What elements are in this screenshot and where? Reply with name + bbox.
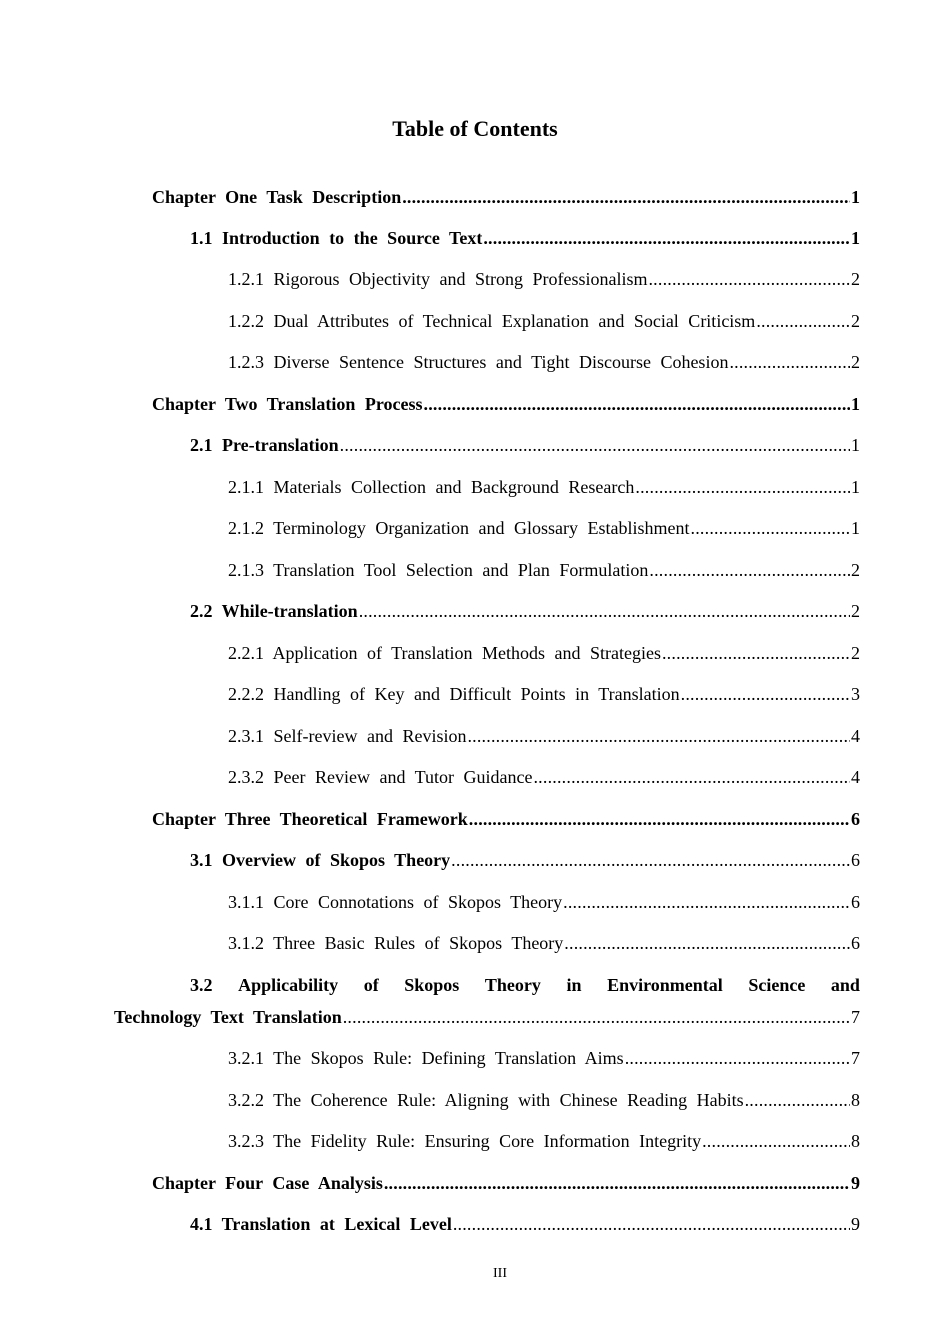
toc-entry-title: Chapter Two Translation Process bbox=[152, 394, 423, 414]
dot-leader bbox=[469, 808, 850, 830]
dot-leader bbox=[681, 683, 850, 705]
toc-entry[interactable] bbox=[228, 310, 860, 332]
toc-entry[interactable] bbox=[228, 766, 860, 788]
toc-entry[interactable] bbox=[228, 517, 860, 539]
toc-entry-title: 2.2 While-translation bbox=[190, 601, 358, 621]
toc-entry-page-number: 6 bbox=[851, 809, 860, 829]
heading-word: Environmental bbox=[607, 975, 723, 995]
toc-entry-page-number: 6 bbox=[851, 850, 860, 870]
dot-leader bbox=[340, 434, 850, 456]
toc-entry-title: 2.1.1 Materials Collection and Background Research bbox=[228, 477, 635, 497]
dot-leader bbox=[648, 268, 850, 290]
dot-leader bbox=[649, 559, 850, 581]
dot-leader bbox=[729, 351, 850, 373]
dot-leader bbox=[467, 725, 850, 747]
toc-entry-title: 3.2.3 The Fidelity Rule: Ensuring Core Information Integrity bbox=[228, 1131, 702, 1151]
toc-entry-title: 2.3.2 Peer Review and Tutor Guidance bbox=[228, 767, 533, 787]
toc-entry-page-number: 9 bbox=[851, 1214, 860, 1234]
dot-leader bbox=[745, 1089, 850, 1111]
toc-entry-page-number: 1 bbox=[851, 477, 860, 497]
dot-leader bbox=[564, 932, 850, 954]
toc-entry-page-number: 2 bbox=[851, 311, 860, 331]
toc-entry-title: 2.1.2 Terminology Organization and Glossary Establishment bbox=[228, 518, 690, 538]
toc-entry-page-number: 4 bbox=[851, 767, 860, 787]
toc-entry-title: 3.2.2 The Coherence Rule: Aligning with Chinese Reading Habits bbox=[228, 1090, 744, 1110]
heading-word: 3.2 bbox=[190, 975, 213, 995]
toc-entry-title: Chapter Four Case Analysis bbox=[152, 1173, 383, 1193]
toc-entry-page-number: 1 bbox=[851, 435, 860, 455]
toc-entry-title: 3.1.2 Three Basic Rules of Skopos Theory bbox=[228, 933, 564, 953]
toc-entry-title: Technology Text Translation bbox=[114, 1007, 342, 1027]
toc-entry-title: 1.2.1 Rigorous Objectivity and Strong Professionalism bbox=[228, 269, 648, 289]
toc-entry-page-number: 2 bbox=[851, 643, 860, 663]
page-number: III bbox=[493, 1266, 507, 1281]
dot-leader bbox=[359, 600, 850, 622]
toc-entry-title: Chapter Three Theoretical Framework bbox=[152, 809, 468, 829]
toc-entry[interactable] bbox=[190, 600, 860, 622]
toc-entry-page-number: 1 bbox=[851, 187, 860, 207]
toc-entry[interactable] bbox=[228, 559, 860, 581]
heading-word: Theory bbox=[484, 975, 541, 995]
toc-entry[interactable] bbox=[228, 476, 860, 498]
heading-word: in bbox=[566, 975, 582, 995]
toc-entry-title: Chapter One Task Description bbox=[152, 187, 402, 207]
toc-entry-page-number: 2 bbox=[851, 601, 860, 621]
dot-leader bbox=[662, 642, 850, 664]
toc-entry-page-number: 1 bbox=[851, 518, 860, 538]
toc-entry[interactable] bbox=[152, 186, 860, 208]
dot-leader bbox=[635, 476, 850, 498]
dot-leader bbox=[756, 310, 850, 332]
toc-entry[interactable] bbox=[152, 1172, 860, 1194]
dot-leader bbox=[691, 517, 850, 539]
heading-word: of bbox=[363, 975, 379, 995]
toc-entry[interactable] bbox=[190, 1213, 860, 1235]
toc-entry-title: 4.1 Translation at Lexical Level bbox=[190, 1214, 452, 1234]
dot-leader bbox=[451, 849, 850, 871]
toc-entry[interactable] bbox=[190, 434, 860, 456]
toc-entry-page-number: 4 bbox=[851, 726, 860, 746]
dot-leader bbox=[402, 186, 850, 208]
dot-leader bbox=[453, 1213, 850, 1235]
toc-entry-title: 3.1 Overview of Skopos Theory bbox=[190, 850, 451, 870]
toc-entry-page-number: 1 bbox=[851, 394, 860, 414]
toc-entry[interactable] bbox=[228, 1089, 860, 1111]
toc-entry-page-number: 2 bbox=[851, 352, 860, 372]
heading-word: Skopos bbox=[404, 975, 460, 995]
toc-entry[interactable] bbox=[228, 268, 860, 290]
heading-word: Applicability bbox=[238, 975, 339, 995]
toc-entry-page-number: 8 bbox=[851, 1090, 860, 1110]
toc-entry-page-number: 2 bbox=[851, 269, 860, 289]
toc-entry[interactable] bbox=[190, 227, 860, 249]
toc-entry[interactable] bbox=[228, 351, 860, 373]
toc-entry[interactable] bbox=[228, 891, 860, 913]
toc-entry-title: 3.1.1 Core Connotations of Skopos Theory bbox=[228, 892, 563, 912]
dot-leader bbox=[483, 227, 850, 249]
toc-entry[interactable] bbox=[228, 1047, 860, 1069]
toc-entry-title: 2.1 Pre-translation bbox=[190, 435, 339, 455]
toc-entry-page-number: 6 bbox=[851, 933, 860, 953]
toc-entry-3-2-first-line[interactable] bbox=[190, 974, 860, 996]
toc-entry[interactable] bbox=[190, 849, 860, 871]
toc-entry[interactable] bbox=[152, 808, 860, 830]
toc-entry-title: 2.2.1 Application of Translation Methods and Strategies bbox=[228, 643, 661, 663]
toc-entry-page-number: 6 bbox=[851, 892, 860, 912]
toc-entry[interactable] bbox=[114, 1006, 860, 1028]
page-title: Table of Contents bbox=[392, 116, 558, 141]
dot-leader bbox=[625, 1047, 850, 1069]
dot-leader bbox=[384, 1172, 850, 1194]
toc-entry-title: 2.2.2 Handling of Key and Difficult Points in Translation bbox=[228, 684, 680, 704]
toc-entry-page-number: 1 bbox=[851, 228, 860, 248]
dot-leader bbox=[424, 393, 850, 415]
toc-entry[interactable] bbox=[228, 725, 860, 747]
toc-entry-page-number: 8 bbox=[851, 1131, 860, 1151]
toc-entry[interactable] bbox=[152, 393, 860, 415]
toc-entry[interactable] bbox=[228, 683, 860, 705]
toc-entry-page-number: 2 bbox=[851, 560, 860, 580]
toc-entry-title: 1.2.2 Dual Attributes of Technical Explanation and Social Criticism bbox=[228, 311, 756, 331]
toc-entry-page-number: 9 bbox=[851, 1173, 860, 1193]
toc-entry-page-number: 7 bbox=[851, 1048, 860, 1068]
dot-leader bbox=[343, 1006, 850, 1028]
toc-entry-title: 2.1.3 Translation Tool Selection and Plan Formulation bbox=[228, 560, 649, 580]
heading-word: Science bbox=[748, 975, 806, 995]
toc-entry-title: 1.1 Introduction to the Source Text bbox=[190, 228, 483, 248]
toc-entry-title: 1.2.3 Diverse Sentence Structures and Tight Discourse Cohesion bbox=[228, 352, 729, 372]
toc-entry[interactable] bbox=[228, 932, 860, 954]
heading-word: and bbox=[830, 975, 860, 995]
toc-entry[interactable] bbox=[228, 1130, 860, 1152]
toc-entry-title: 3.2.1 The Skopos Rule: Defining Translation Aims bbox=[228, 1048, 624, 1068]
dot-leader bbox=[563, 891, 850, 913]
toc-entry-page-number: 3 bbox=[851, 684, 860, 704]
toc-entry-title: 2.3.1 Self-review and Revision bbox=[228, 726, 467, 746]
dot-leader bbox=[533, 766, 850, 788]
toc-entry[interactable] bbox=[228, 642, 860, 664]
toc-entry-page-number: 7 bbox=[851, 1007, 860, 1027]
dot-leader bbox=[702, 1130, 850, 1152]
